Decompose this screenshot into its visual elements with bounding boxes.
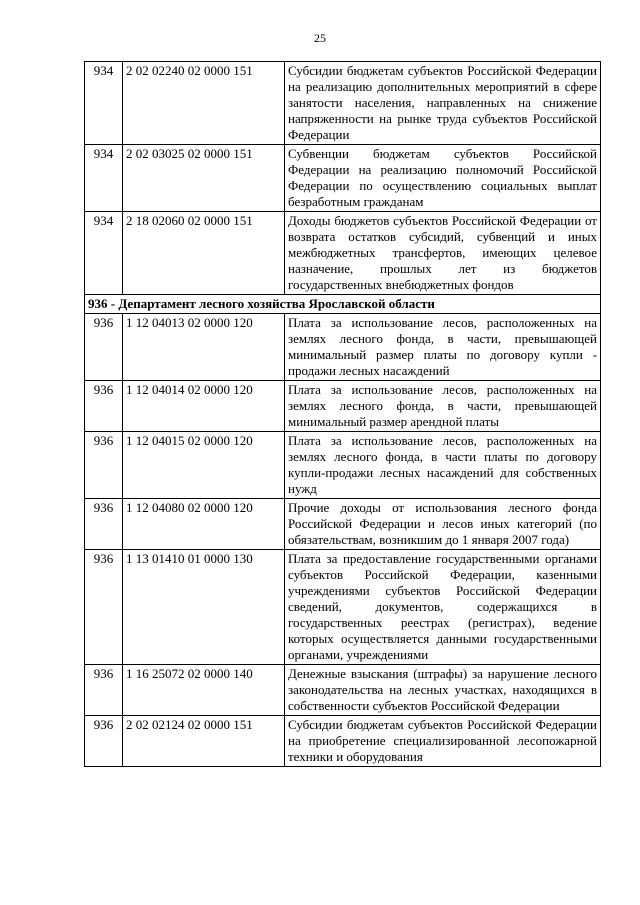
budget-classification-code: 1 12 04015 02 0000 120	[123, 432, 285, 499]
budget-classification-code: 1 16 25072 02 0000 140	[123, 665, 285, 716]
revenue-description: Плата за использование лесов, расположенных на землях лесного фонда, в части, превышающей минимальный размер платы по договору купли - продажи лесных насаждений	[285, 314, 601, 381]
revenue-description: Прочие доходы от использования лесного фонда Российской Федерации и лесов иных категорий (по обязательствам, возникшим до 1 января 2007 года)	[285, 499, 601, 550]
table-row	[85, 314, 601, 381]
budget-classification-code: 1 12 04080 02 0000 120	[123, 499, 285, 550]
revenue-description: Денежные взыскания (штрафы) за нарушение лесного законодательства на лесных участках, находящихся в собственности субъектов Российской Федерации	[285, 665, 601, 716]
revenue-codes-table	[84, 61, 601, 767]
admin-code: 934	[85, 212, 123, 295]
admin-code: 936	[85, 499, 123, 550]
admin-code: 934	[85, 145, 123, 212]
table-row	[85, 716, 601, 767]
admin-code: 936	[85, 432, 123, 499]
table-row	[85, 212, 601, 295]
budget-classification-code: 2 02 03025 02 0000 151	[123, 145, 285, 212]
table-row	[85, 381, 601, 432]
admin-code: 936	[85, 716, 123, 767]
budget-classification-code: 2 02 02240 02 0000 151	[123, 62, 285, 145]
admin-code: 936	[85, 314, 123, 381]
admin-code: 934	[85, 62, 123, 145]
budget-classification-code: 2 02 02124 02 0000 151	[123, 716, 285, 767]
table-row	[85, 550, 601, 665]
budget-classification-code: 1 12 04014 02 0000 120	[123, 381, 285, 432]
section-title: 936 - Департамент лесного хозяйства Ярославской области	[85, 295, 601, 314]
table-row	[85, 145, 601, 212]
table-row	[85, 665, 601, 716]
budget-classification-code: 1 13 01410 01 0000 130	[123, 550, 285, 665]
revenue-description: Субсидии бюджетам субъектов Российской Федерации на приобретение специализированной лесопожарной техники и оборудования	[285, 716, 601, 767]
admin-code: 936	[85, 381, 123, 432]
table-row	[85, 499, 601, 550]
table-row	[85, 432, 601, 499]
admin-code: 936	[85, 665, 123, 716]
revenue-description: Плата за предоставление государственными органами субъектов Российской Федерации, казенными учреждениями субъектов Российской Федерации сведений, документов, содержащихся в государственных реестрах (регистрах), ведение которых осуществляется данными государственными органами, учреждениями	[285, 550, 601, 665]
budget-classification-code: 1 12 04013 02 0000 120	[123, 314, 285, 381]
section-header-row	[85, 295, 601, 314]
revenue-description: Плата за использование лесов, расположенных на землях лесного фонда, в части платы по договору купли-продажи лесных насаждений для собственных нужд	[285, 432, 601, 499]
budget-classification-code: 2 18 02060 02 0000 151	[123, 212, 285, 295]
revenue-description: Плата за использование лесов, расположенных на землях лесного фонда, в части, превышающей минимальный размер арендной платы	[285, 381, 601, 432]
admin-code: 936	[85, 550, 123, 665]
revenue-description: Доходы бюджетов субъектов Российской Федерации от возврата остатков субсидий, субвенций и иных межбюджетных трансфертов, имеющих целевое назначение, прошлых лет из бюджетов государственных внебюджетных фондов	[285, 212, 601, 295]
revenue-description: Субвенции бюджетам субъектов Российской Федерации на реализацию полномочий Российской Федерации по осуществлению социальных выплат безработным гражданам	[285, 145, 601, 212]
page-number: 25	[314, 31, 326, 45]
revenue-description: Субсидии бюджетам субъектов Российской Федерации на реализацию дополнительных мероприятий в сфере занятости населения, направленных на снижение напряженности на рынке труда субъектов Российской Федерации	[285, 62, 601, 145]
table-row	[85, 62, 601, 145]
